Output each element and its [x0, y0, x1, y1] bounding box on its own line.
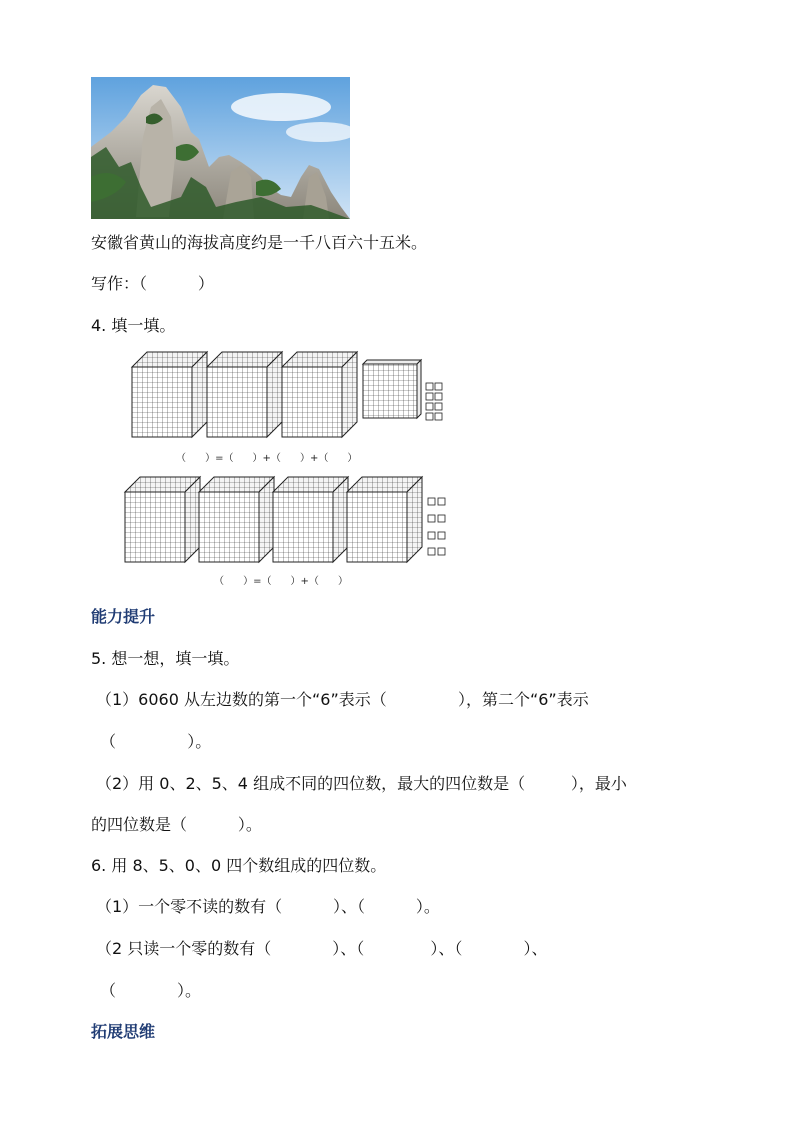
question-5-1-line-a[interactable]: （1）6060 从左边数的第一个“6”表示（ ），第二个“6”表示 [96, 690, 589, 709]
section-heading-extend: 拓展思维 [91, 1022, 156, 1041]
thousand-cube [207, 352, 282, 437]
hundred-flat [363, 360, 421, 418]
thousand-cube [282, 352, 357, 437]
question-6: 6. 用 8、5、0、0 四个数组成的四位数。 [91, 856, 387, 875]
question-5: 5. 想一想，填一填。 [91, 649, 240, 668]
question-5-2-line-a[interactable]: （2）用 0、2、5、4 组成不同的四位数，最大的四位数是（ ），最小 [96, 774, 627, 793]
question-6-1[interactable]: （1）一个零不读的数有（ ）、（ ）。 [96, 897, 440, 916]
question-6-2-line-b[interactable]: （ ）。 [100, 981, 202, 1000]
base-ten-figure-2 [123, 475, 453, 569]
question-5-1-line-b[interactable]: （ ）。 [100, 732, 212, 751]
thousand-cube [125, 477, 200, 562]
thousand-cube [347, 477, 422, 562]
thousand-cube [132, 352, 207, 437]
thousand-cube [273, 477, 348, 562]
equation-1[interactable]: （ ）=（ ）+（ ）+（ ） [176, 453, 358, 464]
huangshan-photo [91, 77, 350, 219]
huangshan-sentence: 安徽省黄山的海拔高度约是一千八百六十五米。 [91, 233, 428, 252]
thousand-cube [199, 477, 274, 562]
question-6-2-line-a[interactable]: （2 只读一个零的数有（ ）、（ ）、（ ）、 [96, 939, 548, 958]
blocks-diagram-1 [130, 350, 450, 440]
section-heading-ability: 能力提升 [91, 607, 156, 626]
question-4: 4. 填一填。 [91, 316, 176, 335]
base-ten-figure-1 [130, 350, 450, 444]
unit-cubes [428, 498, 445, 555]
unit-cubes [426, 383, 442, 420]
question-5-2-line-b[interactable]: 的四位数是（ ）。 [91, 815, 262, 834]
equation-2[interactable]: （ ）=（ ）+（ ） [214, 576, 348, 587]
blocks-diagram-2 [123, 475, 453, 565]
write-blank[interactable]: 写作：（ ） [91, 274, 214, 293]
